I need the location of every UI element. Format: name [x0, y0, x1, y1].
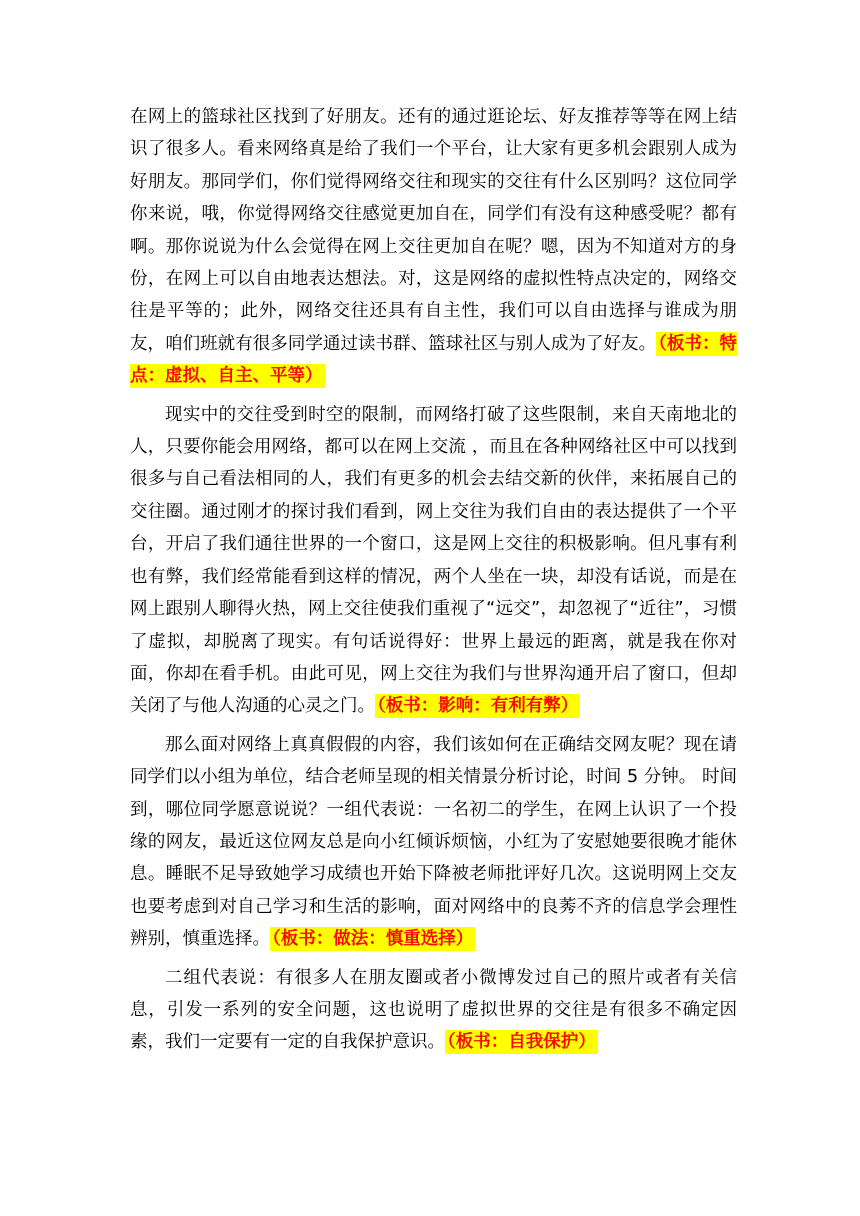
paragraph-4-text: 二组代表说：有很多人在朋友圈或者小微博发过自己的照片或者有关信息，引发一系列的安全问题，这也说明了虚拟世界的交往是有很多不确定因素，我们一定要有一定的自我保护意识。 — [130, 967, 737, 1053]
paragraph-2-text: 现实中的交往受到时空的限制，而网络打破了这些限制，来自天南地北的人，只要你能会用网络，都可以在网上交流 ，而且在各种网络社区中可以找到很多与自己看法相同的人，我们有更多的机会去结交新的伙伴，来拓展自己的交往圈。通过刚才的探讨我们看到，网上交往为我们自由的表达提供了一个平台，开启了我们通往世界的一个窗口，这是网上交往的积极影响。但凡事有利也有弊，我们经常能看到这样的情况，两个人坐在一块，却没有话说，而是在网上跟别人聊得火热，网上交往使我们重视了“远交”，却忽视了“近往”，习惯了虚拟，却脱离了现实。有句话说得好：世界上最远的距离，就是我在你对面，你却在看手机。由此可见，网上交往为我们与世界沟通开启了窗口，但却关闭了与他人沟通的心灵之门。 — [130, 404, 737, 717]
document-page — [130, 101, 737, 1065]
board-note-4: （板书：自我保护） — [447, 1032, 596, 1053]
paragraph-1 — [130, 101, 737, 393]
paragraph-3-text: 那么面对网络上真真假假的内容，我们该如何在正确结交网友呢？现在请同学们以小组为单位，结合老师呈现的相关情景分析讨论，时间 5 分钟。 时间到，哪位同学愿意说说？一组代表说：一名初二的学生，在网上认识了一个投缘的网友，最近这位网友总是向小红倾诉烦恼，小红为了安慰她要很晚才能休息。睡眠不足导致她学习成绩也开始下降被老师批评好几次。这说明网上交友也要考虑到对自己学习和生活的影响，面对网络中的良莠不齐的信息学会理性辨别，慎重选择。 — [130, 734, 737, 950]
board-note-3: （板书：做法：慎重选择） — [272, 929, 474, 950]
paragraph-4 — [130, 962, 737, 1059]
board-note-1: （板书：特点：虚拟、自主、平等） — [130, 333, 738, 387]
board-note-2: （板书：影响：有利有弊） — [377, 696, 579, 717]
paragraph-3 — [130, 729, 737, 956]
paragraph-1-text: 在网上的篮球社区找到了好朋友。还有的通过逛论坛、好友推荐等等在网上结识了很多人。看来网络真是给了我们一个平台，让大家有更多机会跟别人成为好朋友。那同学们，你们觉得网络交往和现实的交往有什么区别吗？这位同学你来说，哦，你觉得网络交往感觉更加自在，同学们有没有这种感受呢？都有啊。那你说说为什么会觉得在网上交往更加自在呢？嗯，因为不知道对方的身份，在网上可以自由地表达想法。对，这是网络的虚拟性特点决定的，网络交往是平等的；此外，网络交往还具有自主性，我们可以自由选择与谁成为朋友，咱们班就有很多同学通过读书群、篮球社区与别人成为了好友。 — [130, 107, 737, 354]
paragraph-2 — [130, 399, 737, 723]
